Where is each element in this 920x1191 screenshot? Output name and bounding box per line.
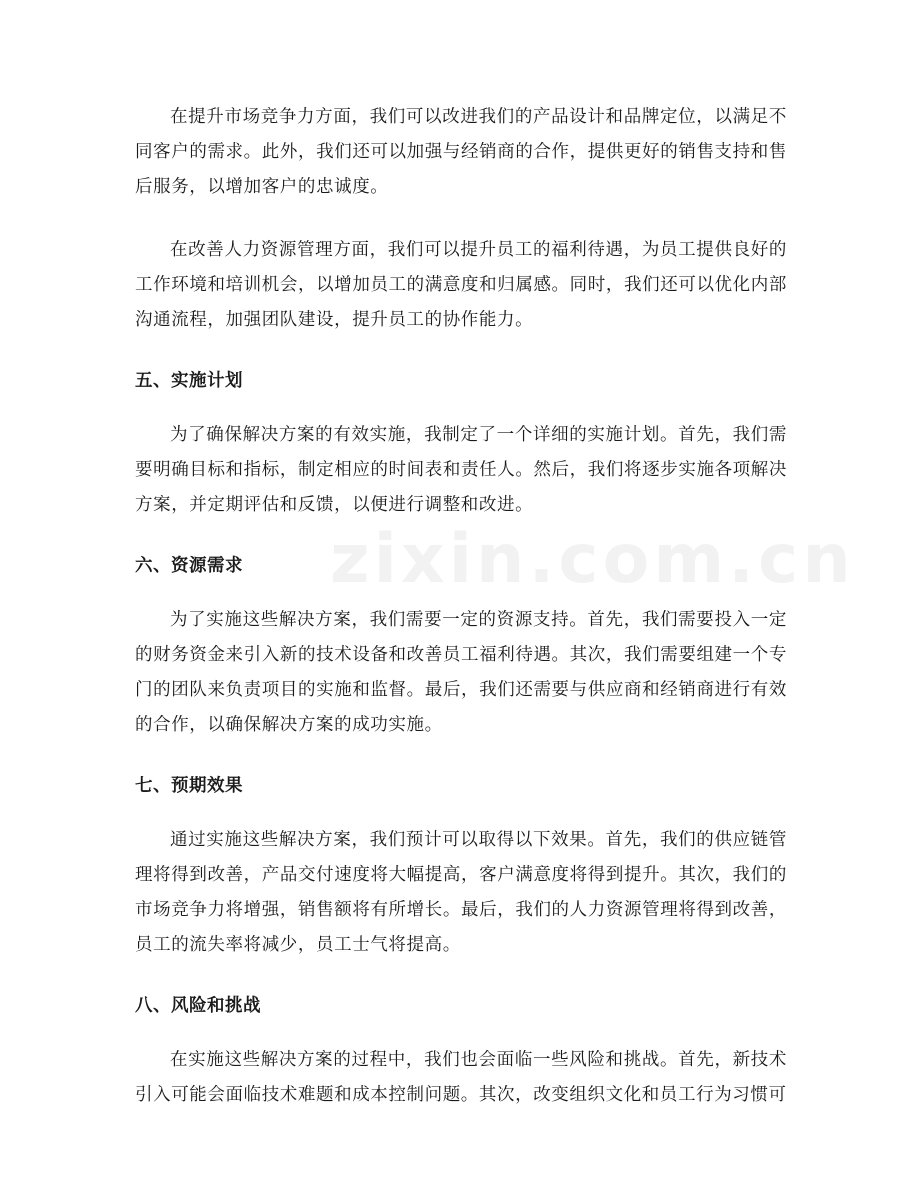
heading-resource-requirements: 六、资源需求 — [135, 556, 243, 576]
paragraph-market-competitiveness: 在提升市场竞争力方面，我们可以改进我们的产品设计和品牌定位，以满足不同客户的需求。此外，我们还可以加强与经销商的合作，提供更好的销售支持和售后服务，以增加客户的忠诚度。 — [135, 107, 787, 197]
paragraph-expected-results: 通过实施这些解决方案，我们预计可以取得以下效果。首先，我们的供应链管理将得到改善，产品交付速度将大幅提高，客户满意度将得到提升。其次，我们的市场竞争力将增强，销售额将有所增长。最后，我们的人力资源管理将得到改善，员工的流失率将减少，员工士气将提高。 — [135, 830, 787, 955]
heading-expected-results: 七、预期效果 — [135, 776, 243, 796]
watermark: zixin.com.cn — [330, 520, 855, 599]
heading-implementation-plan: 五、实施计划 — [135, 371, 243, 391]
paragraph-resource-requirements: 为了实施这些解决方案，我们需要一定的资源支持。首先，我们需要投入一定的财务资金来引入新的技术设备和改善员工福利待遇。其次，我们需要组建一个专门的团队来负责项目的实施和监督。最后，我们还需要与供应商和经销商进行有效的合作，以确保解决方案的成功实施。 — [135, 610, 787, 735]
paragraph-hr-management: 在改善人力资源管理方面，我们可以提升员工的福利待遇，为员工提供良好的工作环境和培训机会，以增加员工的满意度和归属感。同时，我们还可以优化内部沟通流程，加强团队建设，提升员工的协作能力。 — [135, 240, 787, 330]
paragraph-implementation-plan: 为了确保解决方案的有效实施，我制定了一个详细的实施计划。首先，我们需要明确目标和指标，制定相应的时间表和责任人。然后，我们将逐步实施各项解决方案，并定期评估和反馈，以便进行调整和改进。 — [135, 425, 787, 515]
document-body — [135, 100, 787, 1141]
paragraph-risks-challenges: 在实施这些解决方案的过程中，我们也会面临一些风险和挑战。首先，新技术引入可能会面临技术难题和成本控制问题。其次，改变组织文化和员工行为习惯可 — [135, 1050, 787, 1105]
heading-risks-challenges: 八、风险和挑战 — [135, 996, 261, 1016]
